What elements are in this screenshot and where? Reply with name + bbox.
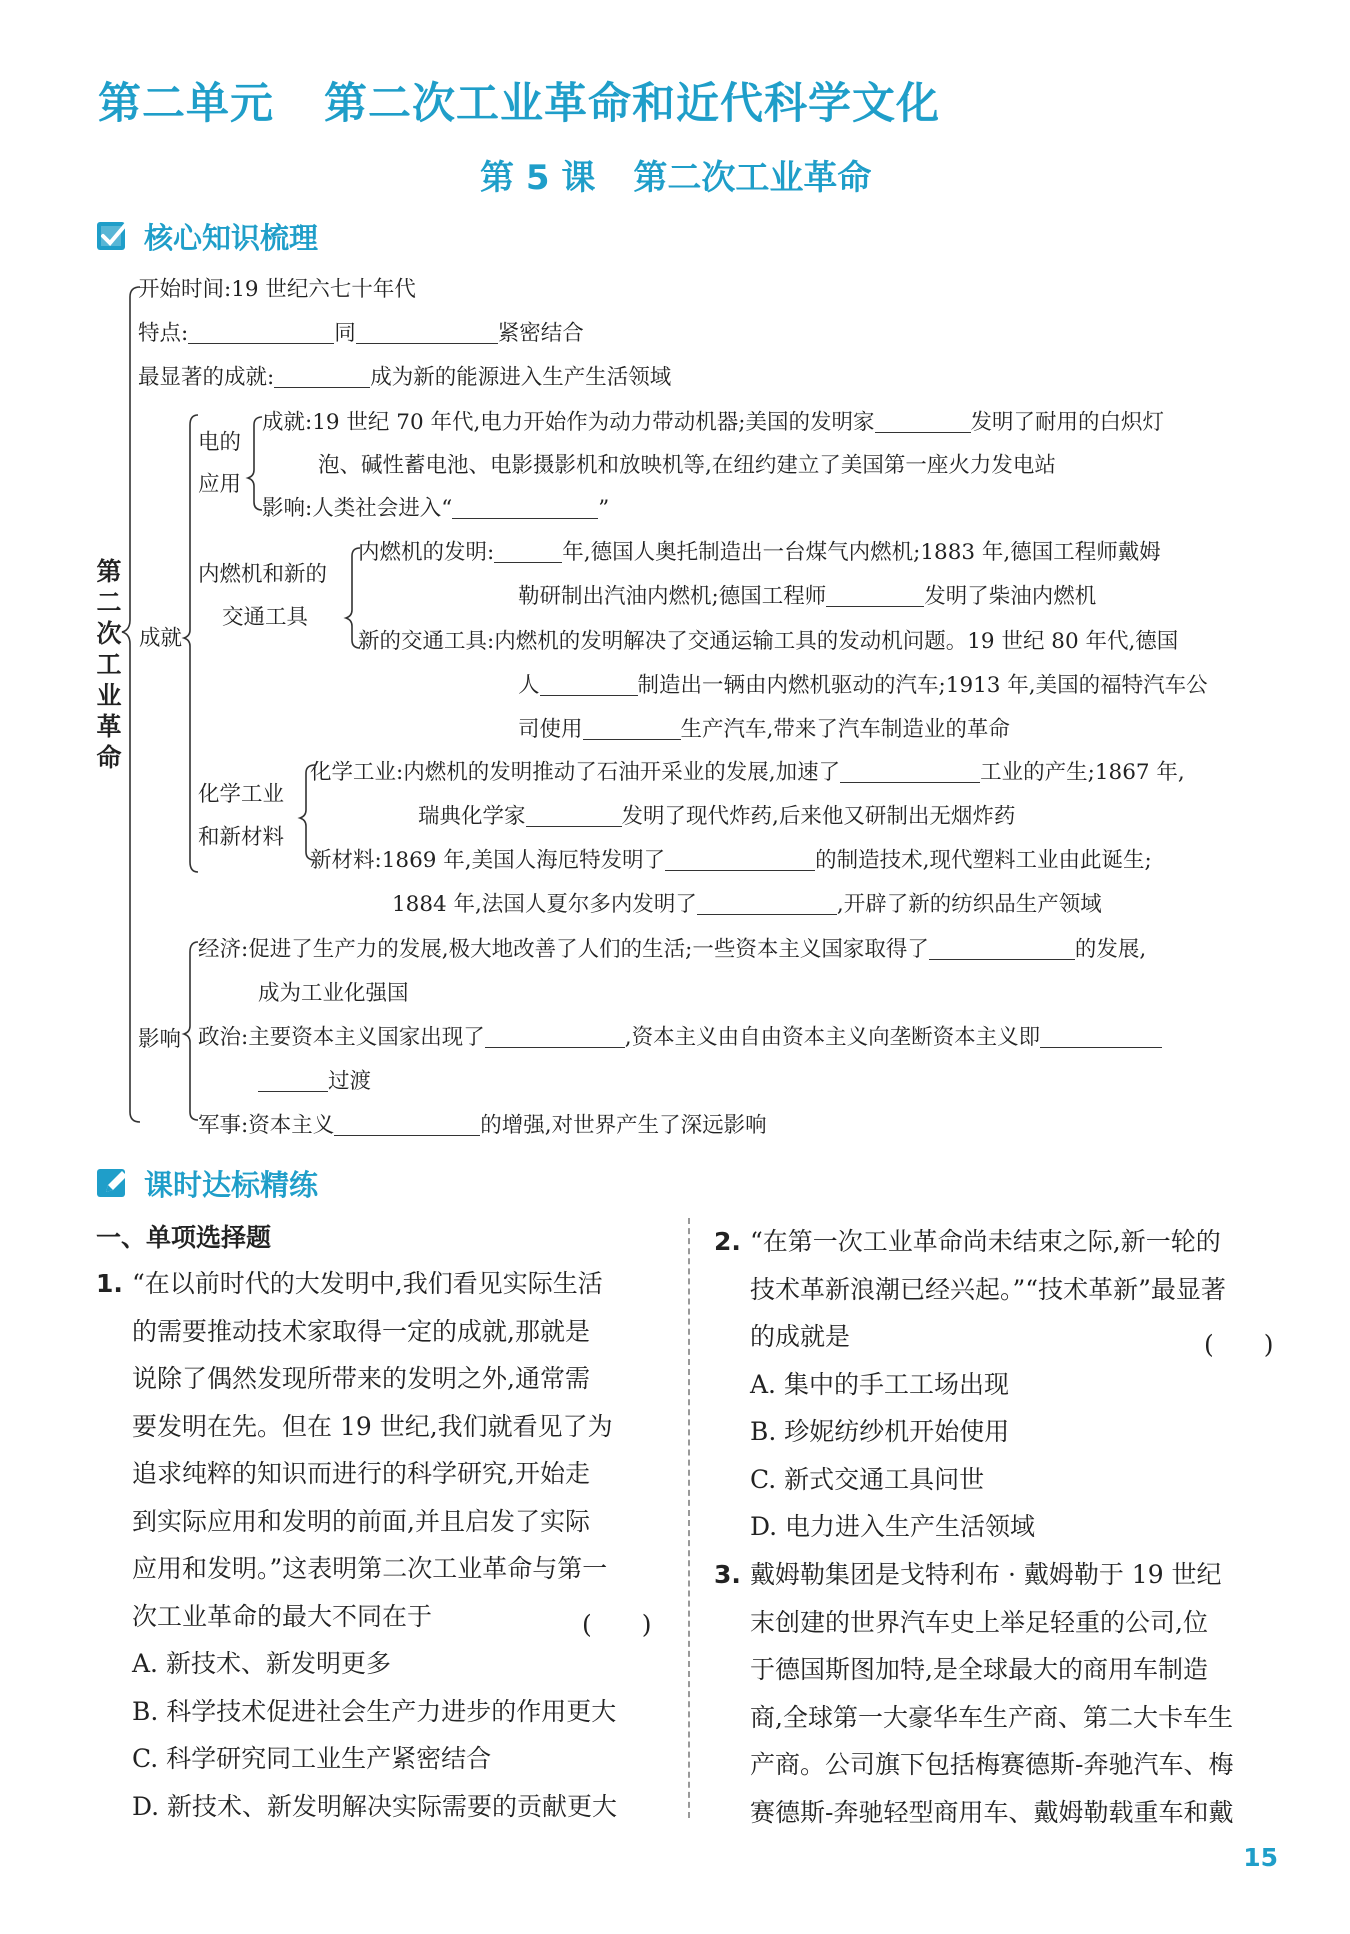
question-line: 商,全球第一大豪华车生产商、第二大卡车生 (750, 1702, 1233, 1732)
outline-root-title: 第二次工业革命 (96, 557, 122, 772)
section-title-practice: 课时达标精练 (144, 1167, 319, 1202)
impact-economy-1: 经济:促进了生产力的发展,极大地改善了人们的生活;一些资本主义国家取得了 的发展, (198, 937, 1147, 962)
exercise-section-heading: 一、单项选择题 (96, 1223, 272, 1252)
option-d[interactable]: D. 新技术、新发明解决实际需要的贡献更大 (132, 1791, 618, 1821)
question-line: “在以前时代的大发明中,我们看见实际生活 (132, 1269, 603, 1298)
unit-name: 第二次工业革命和近代科学文化 (324, 79, 940, 129)
question-line: 末创建的世界汽车史上举足轻重的公司,位 (750, 1607, 1208, 1637)
answer-blank[interactable] (665, 848, 815, 871)
answer-blank[interactable] (494, 540, 562, 563)
question-line: 应用和发明。”这表明第二次工业革命与第一 (132, 1554, 608, 1583)
answer-blank[interactable] (875, 410, 971, 433)
outline-impact-label: 影响 (138, 1027, 182, 1052)
answer-blank[interactable] (697, 892, 837, 915)
answer-paren-q2[interactable]: ( ) (1204, 1330, 1274, 1359)
engine-invention-1: 内燃机的发明: 年,德国人奥托制造出一台煤气内燃机;1883 年,德国工程师戴姆 (358, 540, 1161, 565)
impact-military: 军事:资本主义 的增强,对世界产生了深远影响 (198, 1113, 767, 1138)
new-material-2: 1884 年,法国人夏尔多内发明了 ,开辟了新的纺织品生产领域 (392, 892, 1102, 917)
answer-blank[interactable] (334, 1113, 480, 1136)
question-line: 于德国斯图加特,是全球最大的商用车制造 (750, 1655, 1208, 1684)
answer-blank[interactable] (1040, 1025, 1162, 1048)
page-number: 15 (1243, 1843, 1278, 1872)
electric-label-2: 应用 (198, 472, 242, 497)
unit-label: 第二单元 (98, 79, 274, 129)
option-c[interactable]: C. 科学研究同工业生产紧密结合 (132, 1744, 492, 1773)
question-line: 到实际应用和发明的前面,并且启发了实际 (132, 1506, 590, 1536)
answer-blank[interactable] (274, 365, 370, 388)
question-line: “在第一次工业革命尚未结束之际,新一轮的 (750, 1227, 1221, 1256)
column-divider (688, 1218, 690, 1818)
outline-feature: 特点: 同 紧密结合 (138, 321, 584, 346)
answer-blank[interactable] (452, 496, 598, 519)
answer-blank[interactable] (540, 673, 638, 696)
question-line: 的需要推动技术家取得一定的成就,那就是 (132, 1316, 590, 1346)
impact-economy-2: 成为工业化强国 (258, 981, 409, 1006)
engine-label-2: 交通工具 (222, 605, 309, 630)
question-line: 戴姆勒集团是戈特利布 · 戴姆勒于 19 世纪 (750, 1560, 1222, 1589)
question-2 (714, 1218, 1226, 1551)
answer-blank[interactable] (526, 804, 622, 827)
transport-2: 人 制造出一辆由内燃机驱动的汽车;1913 年,美国的福特汽车公 (518, 673, 1208, 698)
option-d[interactable]: D. 电力进入生产生活领域 (750, 1512, 1036, 1541)
option-b[interactable]: B. 科学技术促进社会生产力进步的作用更大 (132, 1696, 617, 1726)
answer-blank[interactable] (356, 321, 498, 344)
outline-achievements-label: 成就 (139, 626, 183, 651)
electric-label-1: 电的 (198, 430, 242, 455)
question-line: 赛德斯-奔驰轻型商用车、戴姆勒载重车和戴 (750, 1797, 1234, 1827)
section-title-core: 核心知识梳理 (144, 220, 319, 255)
engine-invention-2: 勒研制出汽油内燃机;德国工程师 发明了柴油内燃机 (518, 584, 1097, 609)
answer-blank[interactable] (258, 1069, 328, 1092)
question-line: 技术革新浪潮已经兴起。”“技术革新”最显著 (750, 1274, 1226, 1304)
section-heading-practice (96, 1163, 318, 1203)
impact-politics-1: 政治:主要资本主义国家出现了 ,资本主义由自由资本主义向垄断资本主义即 (198, 1023, 1162, 1053)
transport-3: 司使用 生产汽车,带来了汽车制造业的革命 (518, 717, 1010, 742)
chem-label-1: 化学工业 (198, 782, 285, 807)
answer-blank[interactable] (485, 1025, 625, 1048)
engine-label-1: 内燃机和新的 (198, 562, 328, 587)
chem-industry-1: 化学工业:内燃机的发明推动了石油开采业的发展,加速了 工业的产生;1867 年, (310, 760, 1185, 785)
option-a[interactable]: A. 集中的手工工场出现 (750, 1369, 1009, 1399)
question-number: 1. (96, 1269, 123, 1298)
question-line: 追求纯粹的知识而进行的科学研究,开始走 (132, 1459, 590, 1488)
outline-notable: 最显著的成就: 成为新的能源进入生产生活领域 (138, 365, 672, 390)
option-b[interactable]: B. 珍妮纺纱机开始使用 (750, 1417, 1010, 1446)
question-3 (714, 1551, 1233, 1836)
transport-1: 新的交通工具:内燃机的发明解决了交通运输工具的发动机问题。19 世纪 80 年代,德国 (358, 629, 1179, 654)
chem-label-2: 和新材料 (198, 825, 285, 850)
option-a[interactable]: A. 新技术、新发明更多 (132, 1649, 391, 1678)
pencil-icon (96, 1166, 130, 1200)
question-number: 3. (714, 1560, 741, 1589)
electric-achievement-1: 成就:19 世纪 70 年代,电力开始作为动力带动机器;美国的发明家 发明了耐用的白炽灯 (262, 410, 1165, 435)
question-line: 要发明在先。但在 19 世纪,我们就看见了为 (132, 1411, 613, 1441)
electric-impact: 影响:人类社会进入“ ” (262, 496, 610, 521)
question-1 (96, 1260, 617, 1830)
answer-blank[interactable] (826, 584, 924, 607)
electric-achievement-2: 泡、碱性蓄电池、电影摄影机和放映机等,在纽约建立了美国第一座火力发电站 (318, 453, 1056, 478)
question-line: 的成就是 (750, 1322, 851, 1351)
impact-politics-2: 过渡 (258, 1067, 371, 1097)
answer-blank[interactable] (188, 321, 334, 344)
question-number: 2. (714, 1227, 741, 1256)
question-line: 说除了偶然发现所带来的发明之外,通常需 (132, 1364, 590, 1393)
answer-blank[interactable] (840, 760, 980, 783)
lesson-name: 第二次工业革命 (633, 158, 872, 198)
lesson-label: 第 5 课 (480, 158, 596, 198)
option-c[interactable]: C. 新式交通工具问世 (750, 1464, 985, 1494)
answer-blank[interactable] (583, 717, 681, 740)
question-line: 次工业革命的最大不同在于 (132, 1601, 433, 1631)
outline-start-time: 开始时间:19 世纪六七十年代 (138, 277, 416, 302)
answer-paren-q1[interactable]: ( ) (582, 1610, 652, 1639)
new-material-1: 新材料:1869 年,美国人海厄特发明了 的制造技术,现代塑料工业由此诞生; (310, 848, 1152, 873)
chem-industry-2: 瑞典化学家 发明了现代炸药,后来他又研制出无烟炸药 (418, 804, 1016, 829)
question-line: 产商。公司旗下包括梅赛德斯-奔驰汽车、梅 (750, 1750, 1234, 1779)
answer-blank[interactable] (929, 937, 1075, 960)
